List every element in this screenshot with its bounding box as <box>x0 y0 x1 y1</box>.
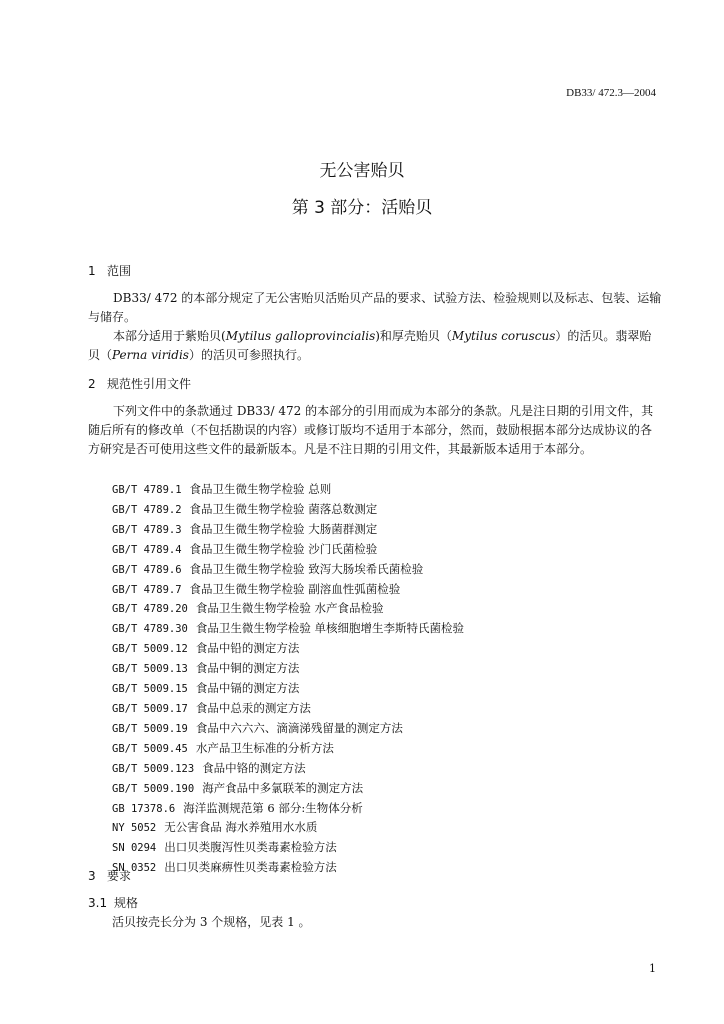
reference-item <box>112 759 464 779</box>
reference-title: 海洋监测规范第 6 部分:生物体分析 <box>183 800 363 815</box>
reference-item <box>112 639 464 659</box>
section-number: 2 <box>88 377 96 391</box>
reference-item <box>112 480 464 500</box>
section-title: 范围 <box>107 264 132 278</box>
reference-title: 食品中铅的测定方法 <box>195 641 300 656</box>
reference-code: GB/T 5009.19 <box>112 722 188 735</box>
reference-title: 食品中铬的测定方法 <box>202 760 306 775</box>
reference-item <box>112 500 464 520</box>
reference-title: 出口贝类麻痹性贝类毒素检验方法 <box>164 860 337 875</box>
reference-item <box>112 699 464 719</box>
reference-title: 食品卫生微生物学检验 大肠菌群测定 <box>189 521 378 536</box>
reference-item <box>112 779 464 799</box>
section-3-heading <box>88 867 131 884</box>
reference-title: 食品中总汞的测定方法 <box>195 700 311 715</box>
reference-title: 食品卫生微生物学检验 菌落总数测定 <box>189 501 378 516</box>
reference-item <box>112 838 464 858</box>
section-2-intro <box>88 402 663 459</box>
reference-code: GB/T 4789.20 <box>112 603 188 616</box>
reference-title: 食品卫生微生物学检验 致泻大肠埃希氏菌检验 <box>189 561 424 576</box>
species-name: Mytilus coruscus <box>451 329 556 343</box>
section-number: 3.1 <box>88 896 108 910</box>
section-number: 1 <box>88 264 96 278</box>
reference-item <box>112 659 464 679</box>
reference-title: 水产品卫生标准的分析方法 <box>195 740 334 755</box>
reference-title: 食品卫生微生物学检验 水产食品检验 <box>195 601 384 616</box>
reference-item <box>112 580 464 600</box>
reference-title: 无公害食品 海水养殖用水水质 <box>164 820 318 835</box>
reference-title: 食品中六六六、滴滴涕残留量的测定方法 <box>195 720 403 735</box>
reference-code: GB/T 4789.7 <box>112 583 182 596</box>
section-1-heading <box>88 262 131 279</box>
reference-code: GB/T 5009.45 <box>112 742 188 755</box>
reference-code: GB/T 5009.17 <box>112 702 188 715</box>
reference-code: GB/T 5009.123 <box>112 762 195 775</box>
reference-code: GB 17378.6 <box>112 802 176 815</box>
section-number: 3 <box>88 869 96 883</box>
reference-item <box>112 739 464 759</box>
reference-item <box>112 599 464 619</box>
reference-list <box>112 480 464 878</box>
reference-code: GB/T 4789.30 <box>112 623 188 636</box>
reference-item <box>112 560 464 580</box>
reference-item <box>112 858 464 878</box>
document-title: 无公害贻贝 <box>319 161 405 181</box>
reference-code: GB/T 5009.13 <box>112 663 188 676</box>
reference-code: SN 0294 <box>112 842 157 855</box>
reference-code: GB/T 4789.3 <box>112 523 182 536</box>
section-title: 规格 <box>114 896 139 910</box>
document-subtitle: 第 3 部分：活贻贝 <box>291 198 433 218</box>
reference-code: GB/T 4789.1 <box>112 484 182 496</box>
reference-title: 食品中铜的测定方法 <box>195 661 300 676</box>
section-1-body <box>88 289 663 365</box>
reference-item <box>112 818 464 838</box>
reference-title: 食品卫生微生物学检验 单核细胞增生李斯特氏菌检验 <box>195 621 465 636</box>
standard-code: DB33/ 472.3—2004 <box>566 87 656 99</box>
reference-code: GB/T 5009.190 <box>112 782 195 795</box>
reference-code: SN 0352 <box>112 862 157 875</box>
reference-title: 食品中镉的测定方法 <box>195 681 300 696</box>
paragraph: DB33/ 472 的本部分规定了无公害贻贝活贻贝产品的要求、试验方法、检验规则以及标志、包装、运输与储存。 <box>88 291 662 324</box>
page-number: 1 <box>649 962 656 975</box>
paragraph: 本部分适用于紫贻贝(Mytilus galloprovincialis)和厚壳贻贝（Mytilus coruscus）的活贝。翡翠贻贝（Perna viridis）的活贝可参照执行。 <box>88 329 652 362</box>
reference-code: GB/T 5009.12 <box>112 643 188 656</box>
section-2-heading <box>88 375 191 392</box>
reference-code: GB/T 4789.6 <box>112 563 182 576</box>
reference-item <box>112 540 464 560</box>
species-name: Mytilus galloprovincialis <box>225 329 376 343</box>
reference-item <box>112 719 464 739</box>
reference-item <box>112 679 464 699</box>
reference-code: NY 5052 <box>112 822 157 835</box>
reference-title: 食品卫生微生物学检验 副溶血性弧菌检验 <box>189 581 401 596</box>
reference-item <box>112 799 464 819</box>
reference-code: GB/T 4789.4 <box>112 543 182 556</box>
section-3-1-text: 活贝按壳长分为 3 个规格，见表 1 。 <box>112 915 311 929</box>
reference-title: 食品卫生微生物学检验 沙门氏菌检验 <box>189 541 378 556</box>
reference-item <box>112 520 464 540</box>
reference-title: 出口贝类腹泻性贝类毒素检验方法 <box>164 840 337 855</box>
paragraph: 下列文件中的条款通过 DB33/ 472 的本部分的引用而成为本部分的条款。凡是注日期的引用文件，其随后所有的修改单（不包括勘误的内容）或修订版均不适用于本部分，然而，鼓励根据本部分达成协议的各方研究是否可使用这些文件的最新版本。凡是不注日期的引用文件，其最新版本适用于本部分。 <box>88 404 654 456</box>
reference-title: 食品卫生微生物学检验 总则 <box>189 482 332 496</box>
reference-item <box>112 619 464 639</box>
section-title: 规范性引用文件 <box>107 377 192 391</box>
reference-code: GB/T 4789.2 <box>112 503 182 516</box>
reference-title: 海产食品中多氯联苯的测定方法 <box>202 780 364 795</box>
section-3-1-heading <box>88 894 138 911</box>
reference-code: GB/T 5009.15 <box>112 683 188 696</box>
species-name: Perna viridis <box>112 348 189 362</box>
section-title: 要求 <box>107 869 132 883</box>
